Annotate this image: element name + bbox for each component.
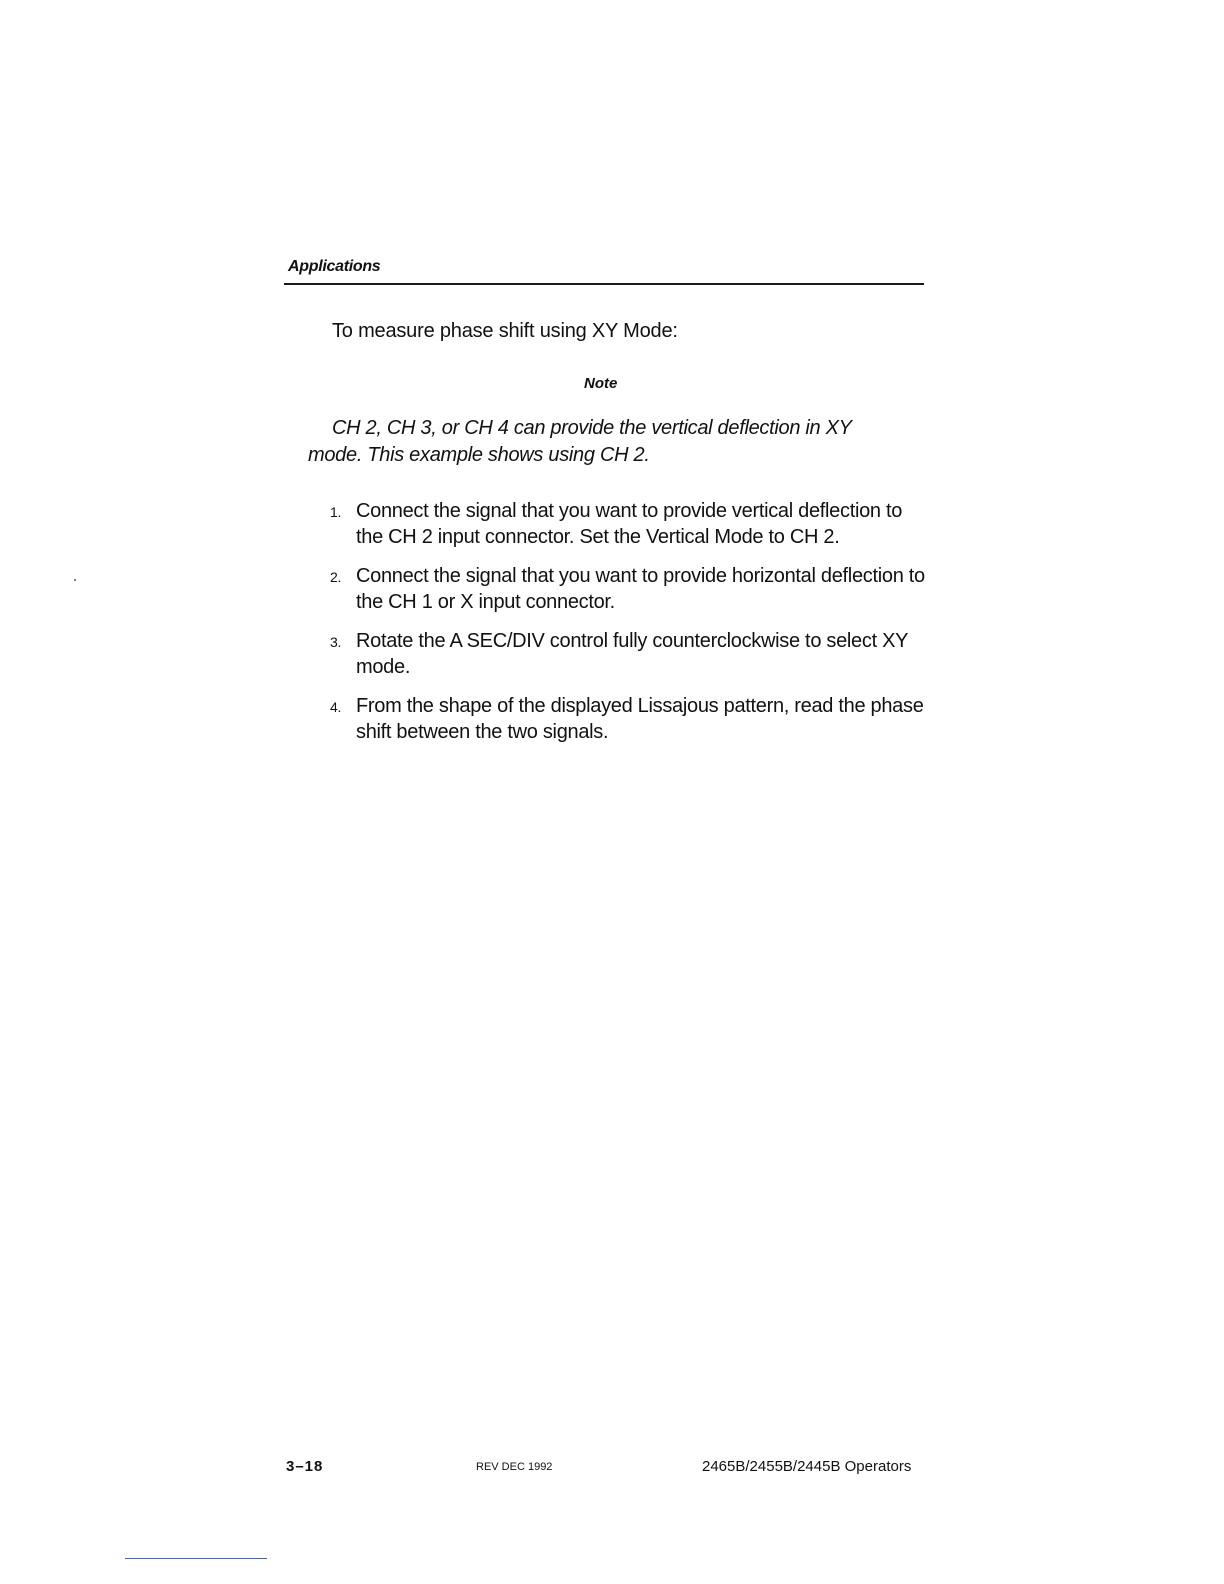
step-number: 2. — [330, 569, 342, 585]
manual-title: 2465B/2455B/2445B Operators — [702, 1458, 912, 1475]
header-rule — [284, 283, 924, 285]
step-text: Rotate the A SEC/DIV control fully counterclockwise to select XY mode. — [356, 630, 908, 678]
section-header: Applications — [288, 258, 381, 275]
step-number: 1. — [330, 504, 342, 520]
scan-speck — [74, 579, 76, 581]
step-number: 3. — [330, 634, 342, 650]
revision-date: REV DEC 1992 — [476, 1461, 553, 1473]
step-text: Connect the signal that you want to provide horizontal deflection to the CH 1 or X input connector. — [356, 565, 925, 613]
list-item — [330, 563, 930, 615]
step-text: From the shape of the displayed Lissajous pattern, read the phase shift between the two signals. — [356, 695, 924, 743]
note-label: Note — [584, 375, 618, 392]
steps-list — [330, 498, 930, 758]
list-item — [330, 628, 930, 680]
intro-text: To measure phase shift using XY Mode: — [332, 320, 678, 342]
bottom-rule — [125, 1558, 267, 1559]
list-item — [330, 693, 930, 745]
step-number: 4. — [330, 699, 342, 715]
note-text: CH 2, CH 3, or CH 4 can provide the vertical deflection in XY mode. This example shows using CH 2. — [308, 417, 852, 466]
step-text: Connect the signal that you want to provide vertical deflection to the CH 2 input connector. Set the Vertical Mode to CH 2. — [356, 500, 903, 548]
page-number: 3–18 — [286, 1458, 324, 1475]
list-item — [330, 498, 930, 550]
